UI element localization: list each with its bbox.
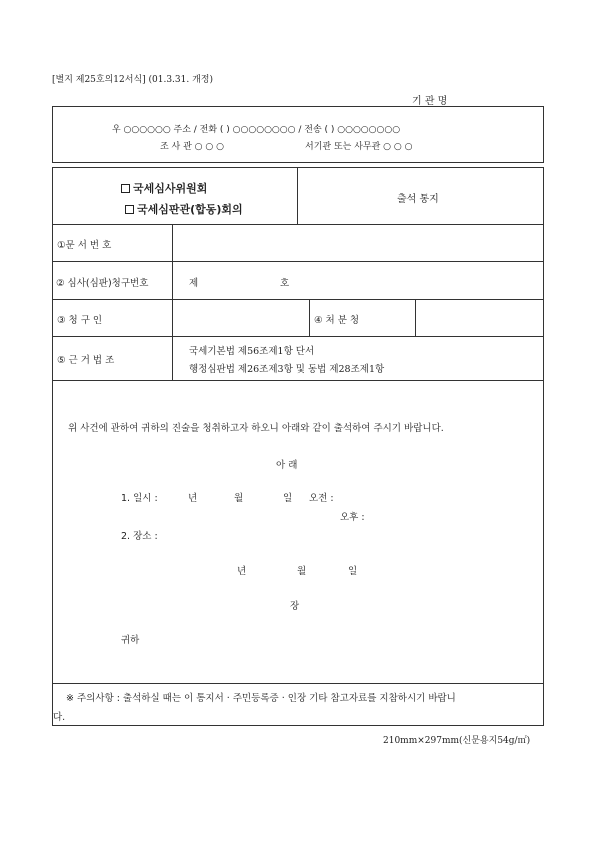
tribunal-checkbox[interactable] <box>125 205 134 214</box>
row-line <box>52 261 544 262</box>
secretary: 서기관 또는 사무관 ○ ○ ○ <box>305 142 413 152</box>
am-label: 오전 : <box>309 493 334 504</box>
row-line <box>52 380 544 381</box>
claimant-field[interactable] <box>174 301 307 335</box>
notice-line-1: ※ 주의사항 : 출석하실 때는 이 통지서 · 주민등록증 · 인장 기타 참고자료를 지참하시기 바랍니 <box>66 693 456 704</box>
title-divider <box>297 167 298 224</box>
datetime-label: 1. 일시 : <box>121 493 158 504</box>
form-id: [별지 제25호의12서식] (01.3.31. 개정) <box>52 75 213 85</box>
row-line <box>52 683 544 684</box>
claim-no-label: ② 심사(심판)청구번호 <box>56 278 149 289</box>
row-line <box>52 336 544 337</box>
agency-field[interactable] <box>417 301 542 335</box>
row-line <box>52 299 544 300</box>
day-label: 일 <box>283 493 293 504</box>
label-divider <box>172 224 173 380</box>
option-tribunal <box>125 201 243 217</box>
doc-no-label: ①문 서 번 호 <box>57 240 112 251</box>
issue-day: 일 <box>348 566 358 577</box>
option-committee <box>121 180 207 196</box>
agency-divider-left <box>309 299 310 336</box>
addressee: 귀하 <box>121 635 140 646</box>
intro-text: 위 사건에 관하여 귀하의 진술을 청취하고자 하오니 아래와 같이 출석하여 주시기 바랍니다. <box>68 423 444 434</box>
row-line <box>52 224 544 225</box>
month-label: 월 <box>234 493 244 504</box>
doc-title: 출석 통지 <box>397 194 439 205</box>
contact-line-1: 우 ○○○○○○ 주소 / 전화 ( ) ○○○○○○○○ / 전송 ( ) ○○○○○○○○ <box>112 125 401 135</box>
committee-checkbox[interactable] <box>121 184 130 193</box>
claim-no-prefix: 제 <box>189 278 199 289</box>
pm-label: 오후 : <box>340 512 365 523</box>
agency-divider-right <box>415 299 416 336</box>
committee-label: 국세심사위원회 <box>133 182 208 195</box>
below-heading: 아 래 <box>276 460 298 471</box>
agency-name: 기 관 명 <box>412 96 448 107</box>
paper-spec: 210mm×297mm(신문용지54g/㎡) <box>383 736 531 746</box>
notice-line-2: 다. <box>53 712 66 723</box>
claim-no-suffix: 호 <box>280 278 290 289</box>
doc-no-field[interactable] <box>174 226 542 260</box>
tribunal-label: 국세심판관(합동)회의 <box>137 203 243 216</box>
year-label: 년 <box>188 493 198 504</box>
agency-label: ④ 처 분 청 <box>314 315 360 326</box>
claimant-label: ③ 청 구 인 <box>57 315 103 326</box>
issue-year: 년 <box>237 566 247 577</box>
legal-basis-1: 국세기본법 제56조제1항 단서 <box>189 346 315 357</box>
issue-month: 월 <box>297 566 307 577</box>
legal-basis-2: 행정심판법 제26조제3항 및 동법 제28조제1항 <box>189 364 385 375</box>
head-title: 장 <box>290 601 300 612</box>
legal-label: ⑤ 근 거 법 조 <box>57 355 115 366</box>
place-label: 2. 장소 : <box>121 531 158 542</box>
examiner: 조 사 관 ○ ○ ○ <box>160 142 224 152</box>
